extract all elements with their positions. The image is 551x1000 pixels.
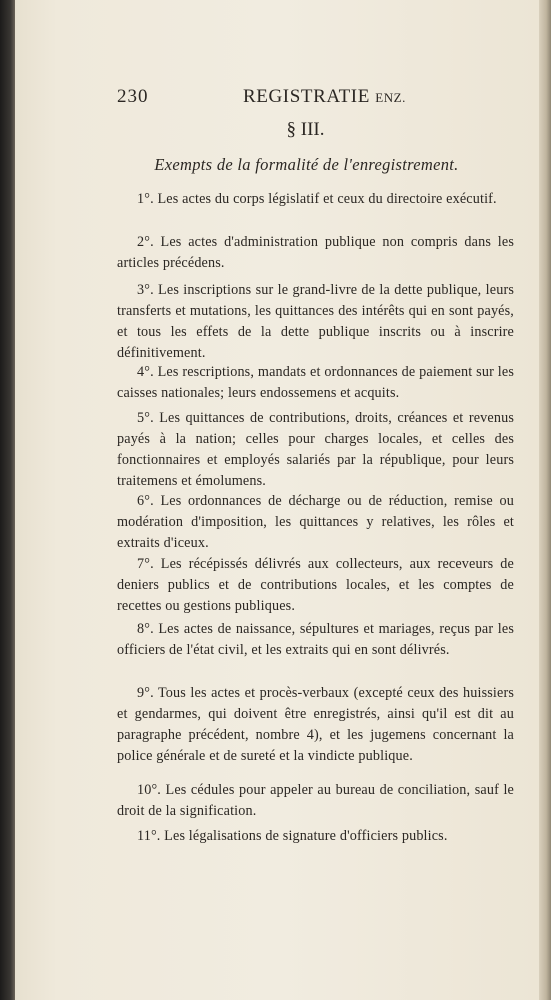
paragraph-4: 4°. Les rescriptions, mandats et ordonnances de paiement sur les caisses nationales; leurs endossemens et acquits. [117, 364, 514, 401]
running-title-main: REGISTRATIE [243, 86, 370, 107]
paragraph-3: 3°. Les inscriptions sur le grand-livre de la dette publique, leurs transferts et mutations, les quittances des intérêts qui en sont payés, et tous les effets de la dette publique inscrits ou à inscrire définitivement. [117, 282, 514, 361]
paragraph-11: 11°. Les légalisations de signature d'officiers publics. [137, 828, 448, 844]
page-number: 230 [117, 86, 149, 107]
paragraph-5: 5°. Les quittances de contributions, droits, créances et revenus payés à la nation; celles pour charges locales, et celles des fonctionnaires et employés salariés par la république, pour leurs traitemens et émolumens. [117, 410, 514, 489]
running-title-small: ENZ. [375, 90, 406, 105]
paragraph-1: 1°. Les actes du corps législatif et ceux du directoire exécutif. [137, 191, 497, 207]
running-title [243, 86, 406, 108]
section-subtitle: Exempts de la formalité de l'enregistrement. [154, 155, 459, 174]
paragraph-6: 6°. Les ordonnances de décharge ou de réduction, remise ou modération d'imposition, les quittances y relatives, les rôles et extraits d'iceux. [117, 493, 514, 551]
section-heading: § III. [286, 119, 325, 140]
paragraph-8: 8°. Les actes de naissance, sépultures et mariages, reçus par les officiers de l'état civil, et les extraits qui en sont délivrés. [117, 621, 514, 658]
paragraph-2: 2°. Les actes d'administration publique non compris dans les articles précédens. [117, 234, 514, 271]
paragraph-7: 7°. Les récépissés délivrés aux collecteurs, aux receveurs de deniers publics et de contributions locales, et les comptes de recettes ou gestions publiques. [117, 556, 514, 614]
paragraph-9: 9°. Tous les actes et procès-verbaux (excepté ceux des huissiers et gendarmes, qui doivent être enregistrés, ainsi qu'il est dit au paragraphe précédent, nombre 4), et les jugemens concernant la police générale et de sureté et la vindicte publique. [117, 685, 514, 764]
paragraph-10: 10°. Les cédules pour appeler au bureau de conciliation, sauf le droit de la signification. [117, 782, 514, 819]
